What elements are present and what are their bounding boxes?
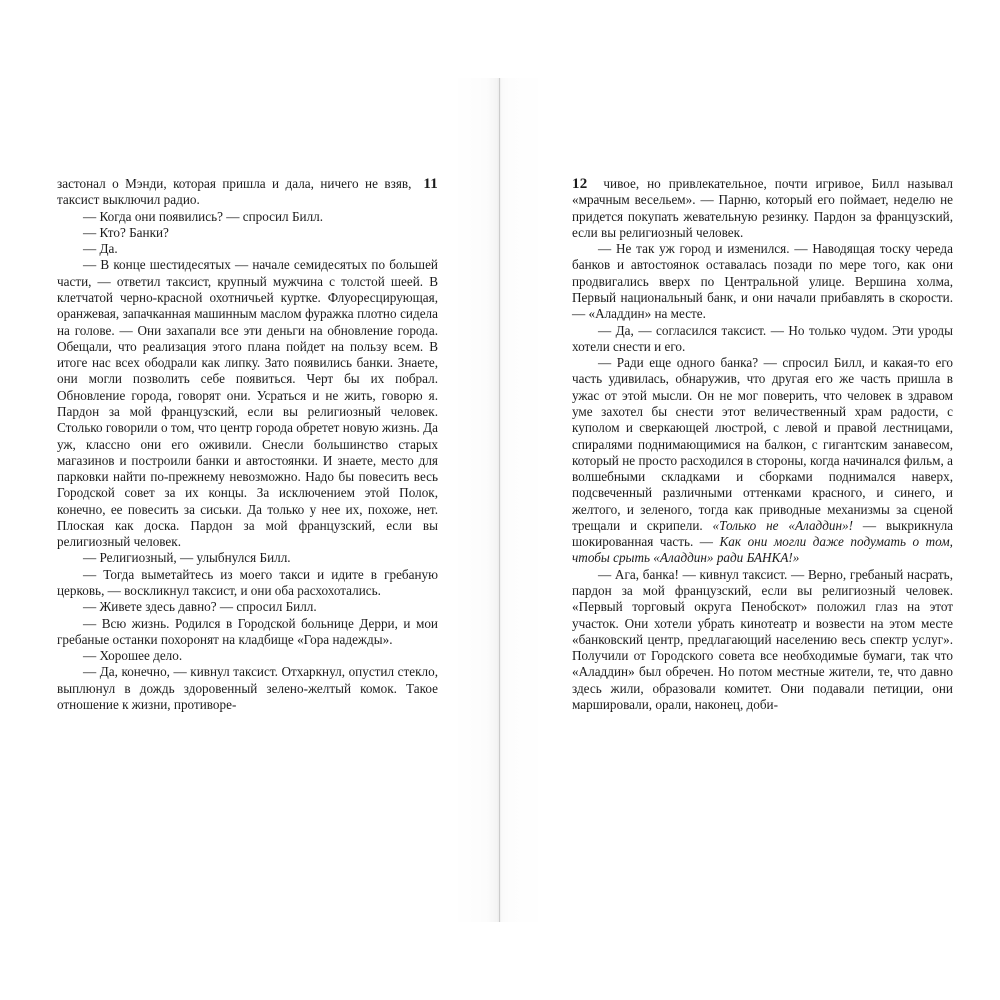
- right-page-text-block: [572, 176, 953, 713]
- left-page-paragraph-4: [57, 241, 438, 257]
- right-page-paragraph-2-text: — Не так уж город и изменился. — Наводящая тоску череда банков и автостоянок оставалась позади по мере того, как они продвигались вверх по Центральной улице. Вершина холма, Первый национальный банк, и они начали прибавлять в скорости. — «Аладдин» на месте.: [572, 241, 953, 322]
- left-page-paragraph-1: [57, 176, 438, 209]
- right-page-paragraph-1-text: чивое, но привлекательное, почти игривое, Билл называл «мрачным весельем». — Парню, который его поймает, неделю не придется покупать жевательную резинку. Пардон за французский, если вы религиозный человек.: [572, 176, 953, 240]
- right-page-folio: 12: [572, 176, 588, 192]
- left-page-paragraph-8: [57, 599, 438, 615]
- left-page-paragraph-6-text: — Религиозный, — улыбнулся Билл.: [83, 550, 291, 566]
- left-page-paragraph-7: [57, 567, 438, 600]
- left-page-paragraph-7-text: — Тогда выметайтесь из моего такси и идите в гребаную церковь, — воскликнул таксист, и они оба расхохотались.: [57, 566, 438, 599]
- left-page-paragraph-2: [57, 209, 438, 225]
- left-page-paragraph-9-text: — Всю жизнь. Родился в Городской больнице Дерри, и мои гребаные останки похоронят на кладбище «Гора надежды».: [57, 615, 438, 647]
- left-page-paragraph-11-text: — Да, конечно, — кивнул таксист. Отхаркнул, опустил стекло, выплюнул в дождь здоровенный зелено-желтый комок. Такое отношение к жизни, противоре-: [57, 664, 438, 712]
- right-page-paragraph-2: [572, 241, 953, 322]
- right-page-paragraph-5: [572, 567, 953, 714]
- right-page-paragraph-3-text: — Да, — согласился таксист. — Но только чудом. Эти уроды хотели снести и его.: [572, 322, 953, 354]
- right-page-paragraph-4: [572, 355, 953, 567]
- left-page-folio: 11: [423, 176, 438, 192]
- left-page-paragraph-3-text: — Кто? Банки?: [83, 224, 169, 240]
- text-run-1: — Ради еще одного банка? — спросил Билл, и какая-то его часть удивилась, обнаружив, что другая его же часть пришла в ужас от этой мысли. Он не мог поверить, что человек в здравом уме захотел бы снести этот величественный храм радости, с куполом и сверкающей люстрой, с левой и правой лестницами, спиралями поднимающимися на балкон, с гигантским занавесом, который не просто расходился в стороны, когда начинался фильм, а волшебными складками и сборками поднимался наверх, подсвеченный различными оттенками красного, и синего, и желтого, и зеленого, тогда как приводные механизмы за сценой трещали и скрипели.: [572, 355, 953, 533]
- text-run-2: «Только не «Аладдин»!: [712, 517, 863, 533]
- left-page-paragraph-3: [57, 225, 438, 241]
- left-page-paragraph-10: [57, 648, 438, 664]
- left-page-paragraph-10-text: — Хорошее дело.: [83, 648, 183, 664]
- text-run-4: Как они могли даже подумать о том, чтобы срыть «Аладдин» ради БАНКА!»: [572, 534, 953, 566]
- left-page-paragraph-8-text: — Живете здесь давно? — спросил Билл.: [83, 599, 317, 615]
- left-page-paragraph-5-text: — В конце шестидесятых — начале семидесятых по большей части, — ответил таксист, крупный мужчина с толстой шеей. В клетчатой черно-красной охотничьей куртке. Флуоресцирующая, оранжевая, запачканная машинным маслом фуражка плотно сидела на голове. — Они захапали все эти деньги на обновление города. Обещали, что реализация этого плана пойдет на пользу всем. В итоге нас всех ободрали как липку. Зато появились банки. Знаете, они могли позволить себе появиться. Черт бы их побрал. Обновление города, говорят они. Усраться и не жить, говорю я. Пардон за мой французский, если вы религиозный человек. Столько говорили о том, что центр города обретет новую жизнь. Да уж, классно они его оживили. Снесли большинство старых магазинов и построили банки и автостоянки. И знаете, место для парковки найти по-прежнему невозможно. Надо бы повесить весь Городской совет за их концы. За исключением этой Полок, конечно, ее повесить за сиськи. Да только у нее их, похоже, нет. Плоская как доска. Пардон за мой французский, если вы религиозный человек.: [57, 257, 438, 550]
- left-page-paragraph-6: [57, 550, 438, 566]
- left-page-text-block: [57, 176, 438, 713]
- text-run-3: — выкрикнула шокированная часть. —: [572, 517, 953, 550]
- left-page-paragraph-1-text: застонал о Мэнди, которая пришла и дала, ничего не взяв, таксист выключил радио.: [57, 176, 412, 208]
- right-page-paragraph-4-segments: [572, 355, 953, 565]
- left-page-paragraph-4-text: — Да.: [83, 241, 118, 257]
- right-page-paragraph-1: [572, 176, 953, 241]
- left-page-paragraph-9: [57, 616, 438, 649]
- left-page-paragraph-11: [57, 664, 438, 713]
- right-page-paragraph-5-text: — Ага, банка! — кивнул таксист. — Верно, гребаный насрать, пардон за мой французский, если вы религиозный человек. «Первый торговый округа Пенобскот» положил глаз на этот участок. Они хотели убрать кинотеатр и возвести на этом месте «банковский центр, предлагающий населению весь спектр услуг». Получили от Городского совета все необходимые бумаги, так что «Аладдин» был обречен. Но потом местные жители, те, что давно здесь жили, образовали комитет. Они подавали петиции, они маршировали, орали, наконец, доби-: [572, 566, 953, 712]
- left-page-paragraph-5: [57, 257, 438, 550]
- right-page-paragraph-3: [572, 323, 953, 356]
- left-page-paragraph-2-text: — Когда они появились? — спросил Билл.: [83, 208, 324, 224]
